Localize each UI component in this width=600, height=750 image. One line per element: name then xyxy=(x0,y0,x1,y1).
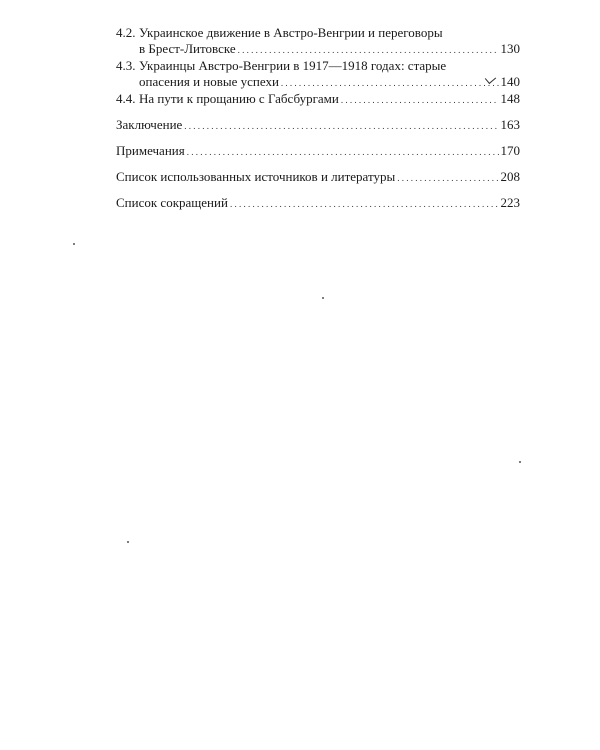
toc-entry-line xyxy=(116,195,520,212)
toc-leader-dots xyxy=(230,195,499,212)
toc-entry-conclusion[interactable] xyxy=(116,117,520,134)
toc-entry-line xyxy=(116,143,520,160)
toc-entry-notes[interactable] xyxy=(116,143,520,160)
toc-entry-title: Примечания xyxy=(116,143,185,158)
toc-page-number: 148 xyxy=(500,91,520,106)
spacer xyxy=(116,160,520,169)
toc-page-number: 170 xyxy=(500,143,520,158)
scan-speck xyxy=(73,243,75,245)
toc-entry-number: 4.3. xyxy=(116,58,136,73)
spacer xyxy=(116,134,520,143)
toc-entry-title: Украинское движение в Австро-Венгрии и переговоры xyxy=(139,25,443,40)
toc-page-number: 208 xyxy=(500,169,520,184)
toc-page-number: 163 xyxy=(500,117,520,132)
toc-leader-dots xyxy=(184,117,498,134)
toc-entry-line xyxy=(116,41,520,58)
scan-speck xyxy=(127,541,129,543)
toc-entry-number: 4.4. xyxy=(116,91,136,106)
toc-leader-dots xyxy=(187,143,499,160)
toc-entry-title-continued: опасения и новые успехи xyxy=(139,74,279,89)
toc-entry-number: 4.2. xyxy=(116,25,136,40)
scan-speck xyxy=(519,461,521,463)
toc-leader-dots xyxy=(238,41,499,58)
toc-entry-title: На пути к прощанию с Габсбургами xyxy=(139,91,339,106)
toc-entry-line xyxy=(116,91,520,108)
toc-entry-title-continued: в Брест-Литовске xyxy=(139,41,236,56)
toc-leader-dots xyxy=(397,169,498,186)
toc-entry-4-2[interactable] xyxy=(116,25,520,58)
toc-entry-line xyxy=(116,117,520,134)
toc-entry-abbreviations[interactable] xyxy=(116,195,520,212)
toc-page-number: 140 xyxy=(500,74,520,89)
toc-leader-dots xyxy=(341,91,499,108)
table-of-contents xyxy=(116,25,520,212)
toc-entry-sources[interactable] xyxy=(116,169,520,186)
toc-leader-dots xyxy=(281,74,499,91)
toc-entry-4-3[interactable] xyxy=(116,58,520,91)
toc-entry-title: Список использованных источников и литературы xyxy=(116,169,396,184)
toc-page-number: 130 xyxy=(500,41,520,56)
spacer xyxy=(116,186,520,195)
toc-entry-title: Список сокращений xyxy=(116,195,228,210)
toc-page-number: 223 xyxy=(500,195,520,210)
toc-entry-line xyxy=(116,25,520,41)
spacer xyxy=(116,108,520,117)
toc-entry-line xyxy=(116,58,520,74)
toc-entry-title: Украинцы Австро-Венгрии в 1917—1918 годах: старые xyxy=(139,58,447,73)
scan-speck xyxy=(322,297,324,299)
toc-entry-line xyxy=(116,169,520,186)
toc-entry-4-4[interactable] xyxy=(116,91,520,108)
toc-entry-line xyxy=(116,74,520,91)
toc-entry-title: Заключение xyxy=(116,117,183,132)
